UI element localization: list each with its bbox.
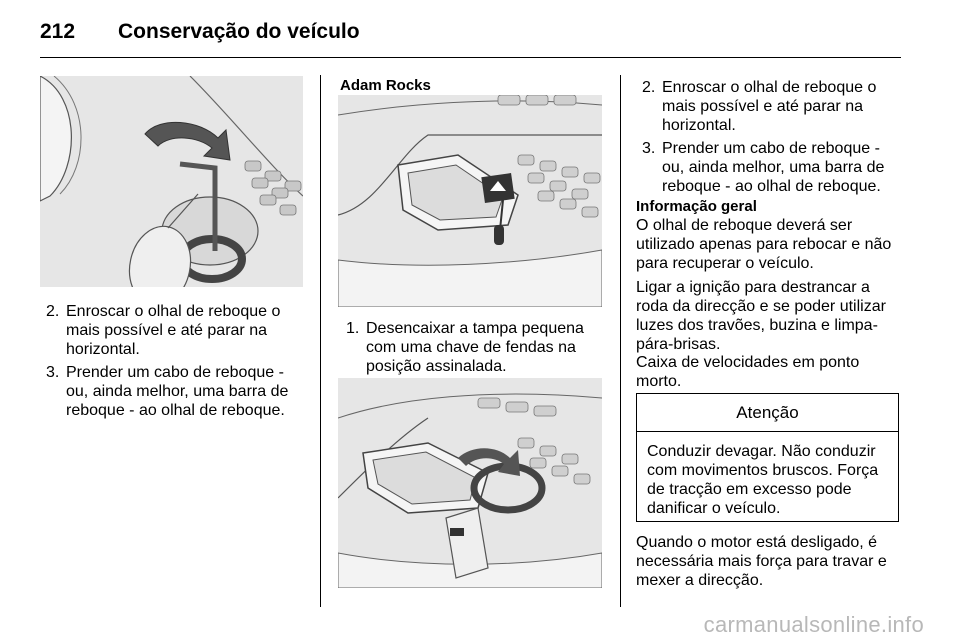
caution-box — [636, 393, 899, 522]
list-item — [40, 302, 310, 359]
caution-title: Atenção — [637, 394, 898, 432]
list-item — [340, 319, 610, 376]
list-item — [636, 78, 904, 135]
col3-step-list — [636, 78, 904, 200]
col2-step-list — [340, 319, 610, 380]
col1-step-list — [40, 302, 310, 424]
step-text: Enroscar o olhal de reboque o mais possível e até parar na horizontal. — [662, 79, 877, 134]
page-title: Conservação do veículo — [118, 20, 360, 43]
header-rule — [40, 57, 901, 58]
caution-text: Conduzir devagar. Não conduzir com movimentos bruscos. Força de tracção em excesso pode danificar o veículo. — [647, 443, 879, 517]
column-rule-2 — [620, 75, 621, 607]
step-number: 3. — [642, 140, 656, 157]
cover-removal-illustration — [338, 95, 602, 307]
page-number: 212 — [40, 20, 76, 43]
ignition-paragraph: Ligar a ignição para destrancar a roda da direcção e se poder utilizar luzes dos travões, buzina e limpa-pára-brisas. — [636, 279, 886, 353]
step-text: Prender um cabo de reboque - ou, ainda melhor, uma barra de reboque - ao olhal de reboque. — [662, 140, 885, 195]
section-subheading: Adam Rocks — [340, 77, 431, 94]
info-heading: Informação geral — [636, 198, 757, 215]
step-number: 1. — [346, 320, 360, 337]
tow-eye-illustration-2 — [338, 378, 602, 588]
watermark: carmanualsonline.info — [703, 612, 924, 637]
step-text: Prender um cabo de reboque - ou, ainda melhor, uma barra de reboque - ao olhal de reboque. — [66, 364, 289, 419]
tow-eye-drawing-1 — [40, 76, 303, 287]
tow-eye-drawing-2 — [338, 378, 602, 588]
gearbox-paragraph: Caixa de velocidades em ponto morto. — [636, 354, 860, 390]
info-text: O olhal de reboque deverá ser utilizado apenas para rebocar e não para recuperar o veículo. — [636, 217, 892, 272]
tow-eye-illustration-1 — [40, 76, 303, 287]
step-number: 2. — [642, 79, 656, 96]
step-text: Desencaixar a tampa pequena com uma chave de fendas na posição assinalada. — [366, 320, 584, 375]
list-item — [636, 139, 904, 196]
step-number: 3. — [46, 364, 60, 381]
list-item — [40, 363, 310, 420]
step-text: Enroscar o olhal de reboque o mais possível e até parar na horizontal. — [66, 303, 281, 358]
engine-off-paragraph: Quando o motor está desligado, é necessária mais força para travar e mexer a direcção. — [636, 534, 887, 589]
info-section — [636, 197, 902, 273]
column-rule-1 — [320, 75, 321, 607]
cover-removal-drawing — [338, 95, 602, 307]
step-number: 2. — [46, 303, 60, 320]
